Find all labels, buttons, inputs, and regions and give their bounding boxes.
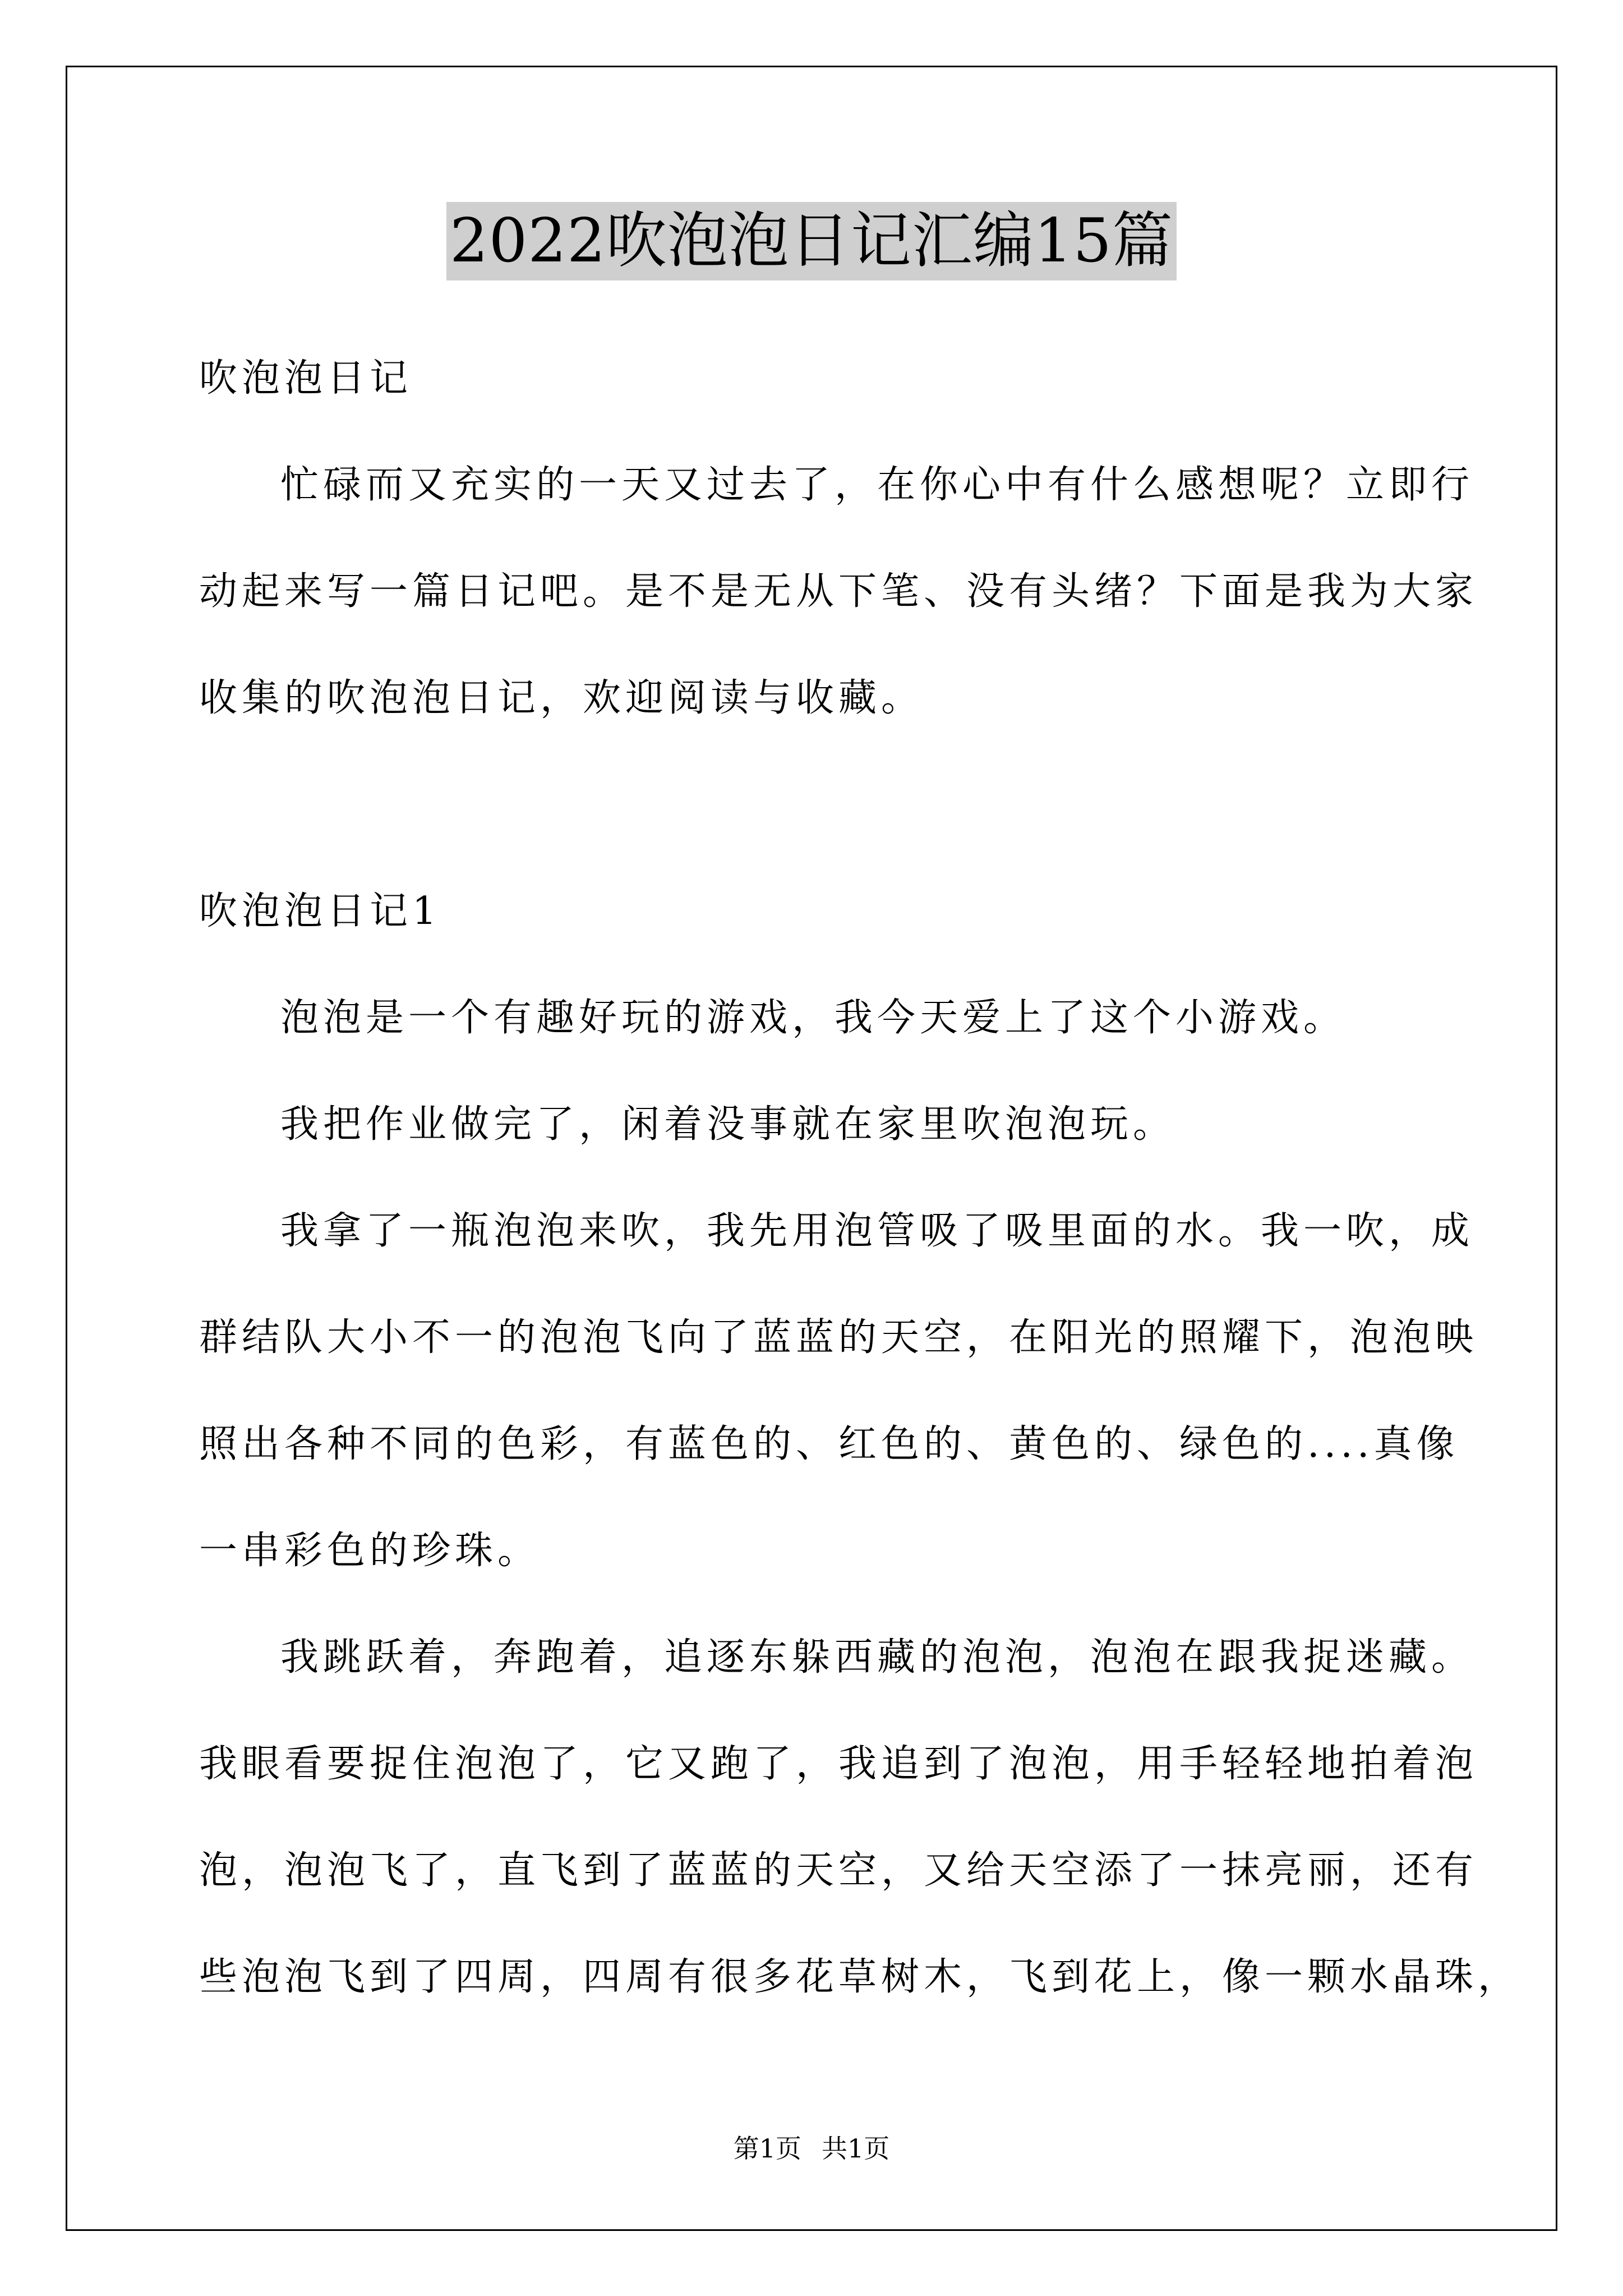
document-title: 2022吹泡泡日记汇编15篇 (446, 202, 1177, 280)
page-number-total: 共1页 (822, 2133, 890, 2164)
body-line: 泡泡是一个有趣好玩的游戏，我今天爱上了这个小游戏。 (280, 996, 1347, 1040)
body-line: 照出各种不同的色彩，有蓝色的、红色的、黄色的、绿色的....真像 (199, 1422, 1459, 1466)
intro-line: 动起来写一篇日记吧。是不是无从下笔、没有头绪？下面是我为大家 (199, 569, 1478, 614)
body-line: 我把作业做完了，闲着没事就在家里吹泡泡玩。 (280, 1102, 1176, 1147)
section-heading: 吹泡泡日记 (199, 356, 413, 401)
body-line: 一串彩色的珍珠。 (199, 1529, 541, 1573)
page-footer (0, 2132, 1623, 2165)
body-line: 我拿了一瓶泡泡来吹，我先用泡管吸了吸里面的水。我一吹，成 (280, 1209, 1474, 1253)
body-line: 泡，泡泡飞了，直飞到了蓝蓝的天空，又给天空添了一抹亮丽，还有 (199, 1848, 1478, 1893)
body-line: 些泡泡飞到了四周，四周有很多花草树木，飞到花上，像一颗水晶珠， (199, 1955, 1521, 1999)
body-line: 我眼看要捉住泡泡了，它又跑了，我追到了泡泡，用手轻轻地拍着泡 (199, 1742, 1478, 1786)
intro-line: 忙碌而又充实的一天又过去了，在你心中有什么感想呢？立即行 (280, 463, 1474, 507)
intro-line: 收集的吹泡泡日记，欢迎阅读与收藏。 (199, 676, 924, 720)
body-line: 我跳跃着，奔跑着，追逐东躲西藏的泡泡，泡泡在跟我捉迷藏。 (280, 1635, 1474, 1680)
body-line: 群结队大小不一的泡泡飞向了蓝蓝的天空，在阳光的照耀下，泡泡映 (199, 1315, 1478, 1360)
title-container (0, 202, 1623, 280)
entry-heading: 吹泡泡日记1 (199, 889, 441, 933)
page-number-current: 第1页 (733, 2133, 801, 2164)
